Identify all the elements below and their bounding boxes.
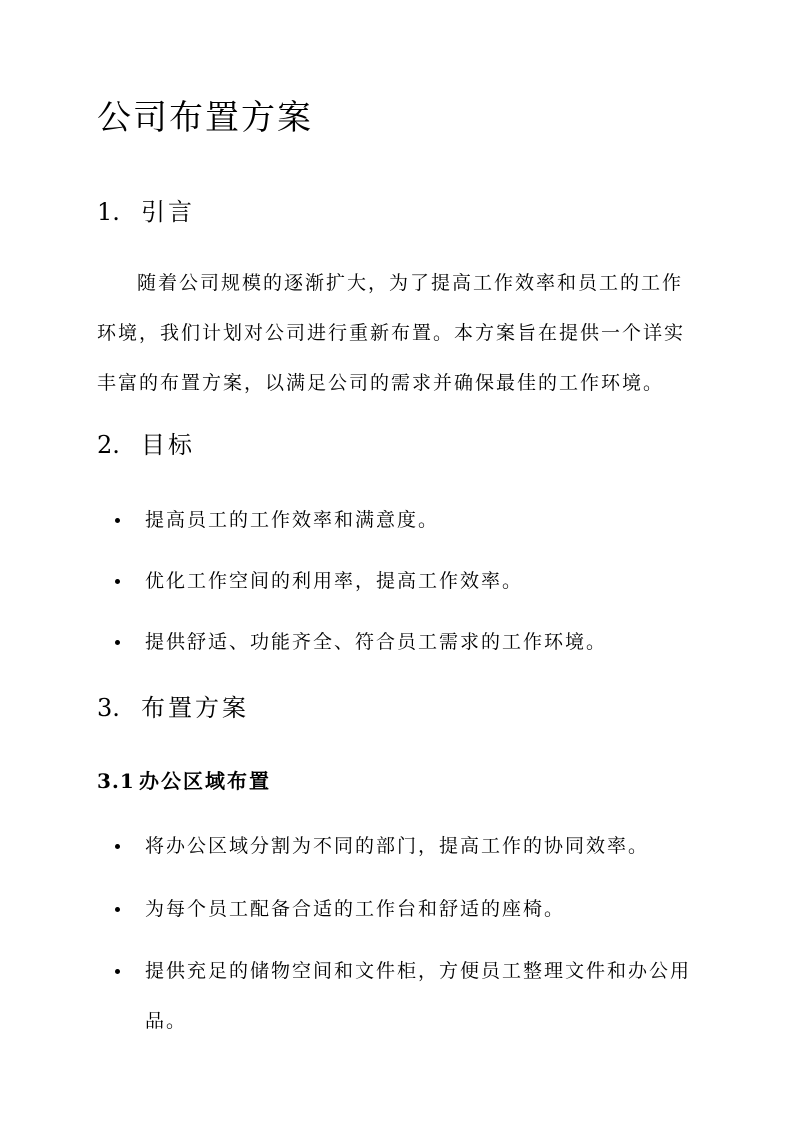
bullet-icon	[115, 579, 120, 584]
bullet-icon	[115, 907, 120, 912]
list-item	[115, 617, 695, 667]
subsection-number: 3.1	[97, 769, 135, 793]
list-item	[115, 556, 695, 606]
list-item	[115, 495, 695, 545]
list-item-text: 优化工作空间的利用率，提高工作效率。	[145, 570, 524, 592]
section-title: 布置方案	[141, 694, 249, 722]
section-heading-plan	[97, 692, 249, 724]
page-title: 公司布置方案	[97, 98, 313, 138]
section-title: 目标	[141, 431, 195, 459]
bullet-icon	[115, 518, 120, 523]
intro-paragraph: 随着公司规模的逐渐扩大，为了提高工作效率和员工的工作环境，我们计划对公司进行重新布置。本方案旨在提供一个详实丰富的布置方案，以满足公司的需求并确保最佳的工作环境。	[97, 272, 686, 394]
section-heading-intro	[97, 196, 195, 228]
subsection-title: 办公区域布置	[139, 769, 271, 793]
section-number: 1.	[97, 198, 120, 226]
bullet-icon	[115, 640, 120, 645]
section-title: 引言	[141, 198, 195, 226]
bullet-icon	[115, 969, 120, 974]
list-item	[115, 884, 695, 934]
section-number: 3.	[97, 694, 120, 722]
list-item-text: 将办公区域分割为不同的部门，提高工作的协同效率。	[145, 835, 650, 857]
list-item-text: 为每个员工配备合适的工作台和舒适的座椅。	[145, 898, 566, 920]
list-item	[115, 821, 695, 871]
section-number: 2.	[97, 431, 120, 459]
subsection-heading-office-layout	[97, 767, 271, 795]
section-heading-goals	[97, 429, 195, 461]
list-item-text: 提高员工的工作效率和满意度。	[145, 509, 440, 531]
list-item-text: 提供舒适、功能齐全、符合员工需求的工作环境。	[145, 631, 608, 653]
list-item	[115, 946, 695, 1046]
bullet-icon	[115, 844, 120, 849]
list-item-text: 提供充足的储物空间和文件柜，方便员工整理文件和办公用品。	[145, 960, 692, 1032]
